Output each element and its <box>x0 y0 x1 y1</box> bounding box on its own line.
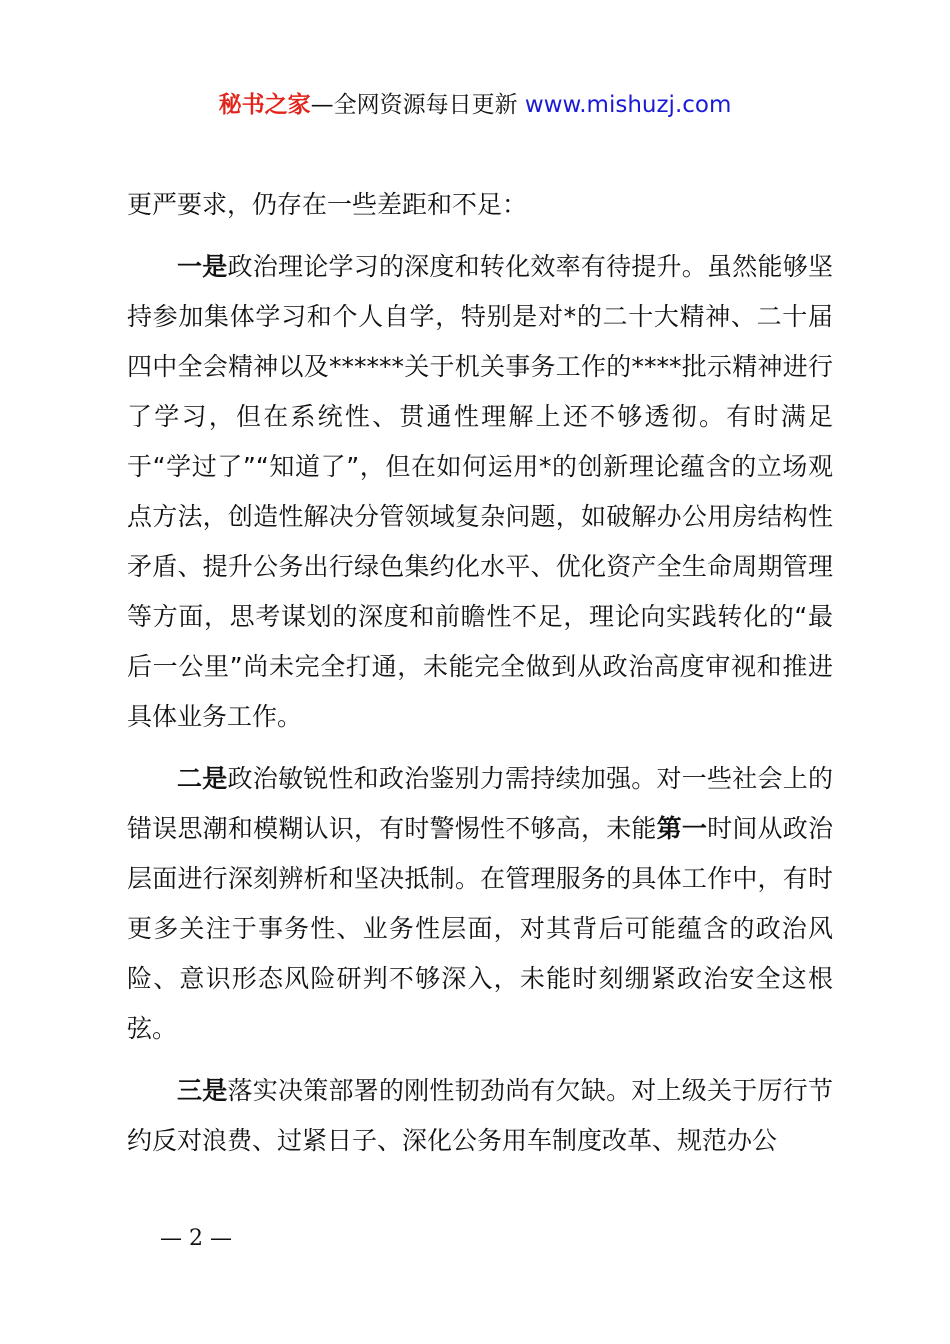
document-body <box>127 180 833 1166</box>
paragraph-intro-text: 更严要求，仍存在一些差距和不足： <box>127 190 528 219</box>
paragraph-point-three-lead: 三是 <box>177 1076 228 1105</box>
paragraph-point-two <box>127 754 833 1054</box>
page-header <box>0 88 950 122</box>
paragraph-point-one-text: 政治理论学习的深度和转化效率有待提升。虽然能够坚持参加集体学习和个人自学，特别是对*的二十大精神、二十届四中全会精神以及******关于机关事务工作的****批示精神进行了学习，但在系统性、贯通性理解上还不够透彻。有时满足于“学过了”“知道了”，但在如何运用*的创新理论蕴含的立场观点方法，创造性解决分管领域复杂问题，如破解办公用房结构性矛盾、提升公务出行绿色集约化水平、优化资产全生命周期管理等方面，思考谋划的深度和前瞻性不足，理论向实践转化的“最后一公里”尚未完全打通，未能完全做到从政治高度审视和推进具体业务工作。 <box>127 252 833 731</box>
header-url-link[interactable]: www.mishuzj.com <box>524 92 732 118</box>
header-slogan: —全网资源每日更新 <box>310 92 518 118</box>
paragraph-point-two-lead: 二是 <box>177 764 228 793</box>
paragraph-point-one <box>127 242 833 742</box>
paragraph-point-one-lead: 一是 <box>177 252 228 281</box>
page-number: — 2 — <box>160 1226 232 1251</box>
paragraph-point-two-emphasis: 第一 <box>656 814 708 843</box>
paragraph-point-three <box>127 1066 833 1166</box>
paragraph-point-three-text: 落实决策部署的刚性韧劲尚有欠缺。对上级关于厉行节约反对浪费、过紧日子、深化公务用车制度改革、规范办公 <box>127 1076 833 1155</box>
header-brand: 秘书之家 <box>218 92 311 118</box>
paragraph-intro <box>127 180 833 230</box>
paragraph-point-two-text-b: 时间从政治层面进行深刻辨析和坚决抵制。在管理服务的具体工作中，有时更多关注于事务性、业务性层面，对其背后可能蕴含的政治风险、意识形态风险研判不够深入，未能时刻绷紧政治安全这根弦。 <box>127 814 833 1043</box>
paragraph-point-two-text-a: 政治敏锐性和政治鉴别力需持续加强。对一些社会上的错误思潮和模糊认识，有时警惕性不够高，未能 <box>127 764 833 843</box>
